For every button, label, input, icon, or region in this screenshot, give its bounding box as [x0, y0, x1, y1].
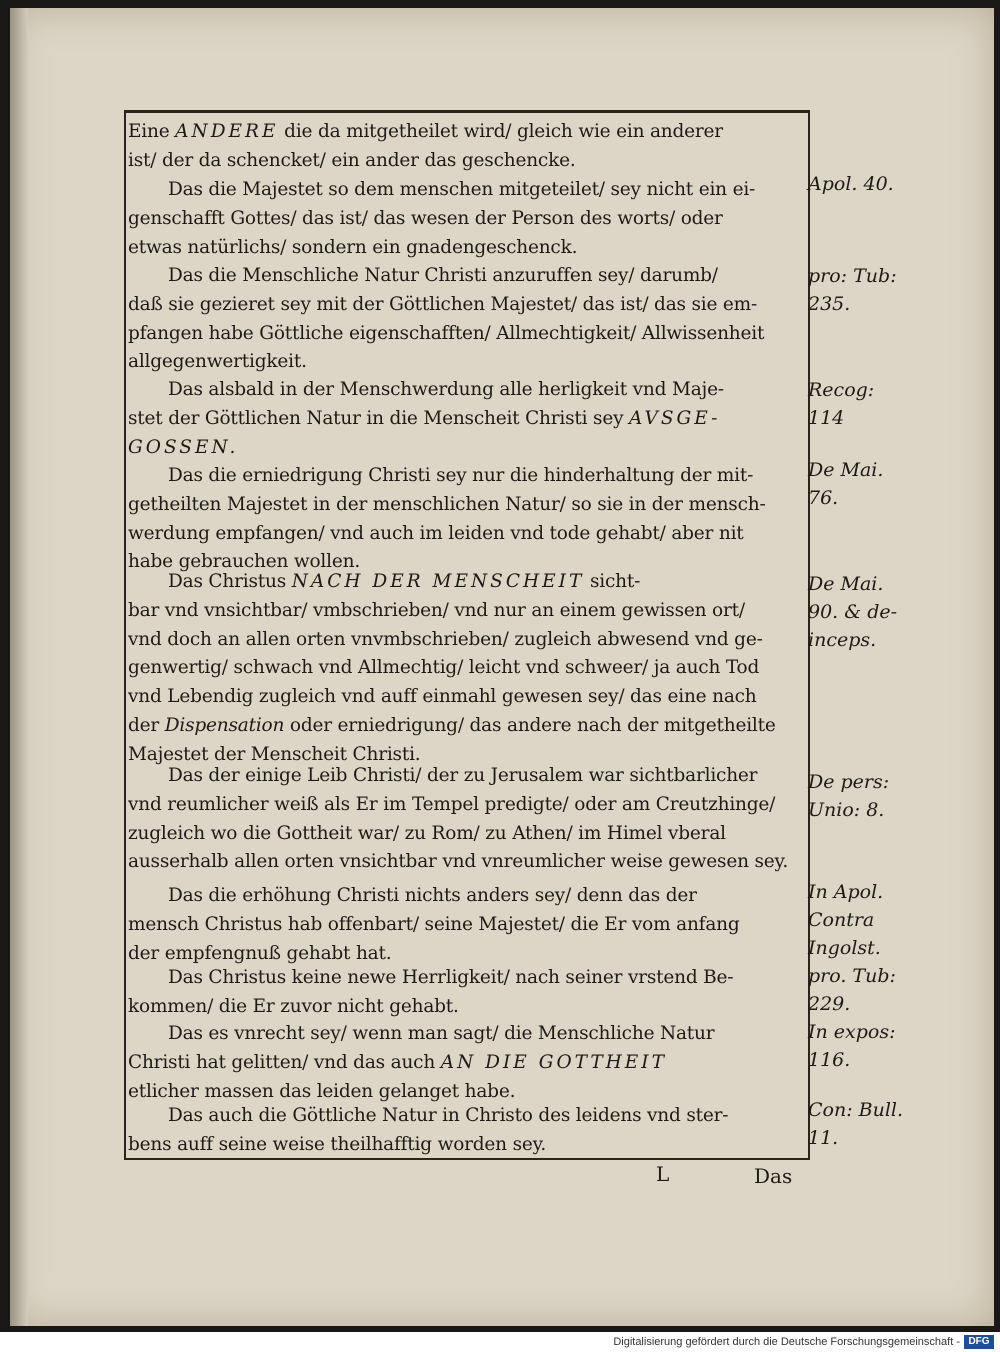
margin-citation-line: 90. & de-	[808, 601, 898, 623]
text-run: der empfengnuß gehabt hat.	[128, 942, 392, 964]
margin-citation	[808, 262, 908, 318]
text-line	[128, 405, 804, 434]
text-run: genschafft Gottes/ das ist/ das wesen der Person des worts/ oder	[128, 207, 723, 229]
text-line	[128, 762, 804, 791]
spaced-capitals: ANDERE	[175, 121, 279, 142]
text-run: Das Christus	[168, 571, 292, 592]
spaced-capitals: AN DIE GOTTHEIT	[440, 1051, 667, 1073]
margin-citation-line: 76.	[808, 487, 839, 509]
text-line	[128, 911, 804, 940]
text-line	[128, 712, 804, 741]
margin-citation-line: In expos:	[808, 1021, 896, 1043]
paragraph	[128, 1020, 804, 1106]
paragraph	[128, 118, 804, 176]
page-foot-line	[128, 1160, 804, 1192]
catchword: Das	[754, 1164, 793, 1188]
text-line	[128, 882, 804, 911]
text-line	[128, 118, 804, 147]
text-run: allgegenwertigkeit.	[128, 351, 307, 373]
margin-citation-line: Con: Bull.	[808, 1099, 904, 1121]
paragraph	[128, 568, 804, 770]
margin-citation	[808, 456, 908, 512]
margin-citation	[808, 1018, 908, 1074]
text-line	[128, 176, 804, 205]
margin-citation-line: De Mai.	[808, 459, 884, 481]
text-line	[128, 568, 804, 597]
text-run: kommen/ die Er zuvor nicht gehabt.	[128, 995, 459, 1017]
text-run: sicht-	[584, 571, 641, 592]
text-run: Das Christus keine newe Herrligkeit/ nach seiner vrstend Be-	[168, 967, 734, 988]
text-run: Christi hat gelitten/ vnd das auch	[128, 1051, 441, 1073]
text-line	[128, 205, 804, 234]
text-line	[128, 1131, 804, 1160]
text-line	[128, 848, 804, 877]
text-line	[128, 683, 804, 712]
spaced-capitals: GOSSEN.	[128, 436, 239, 458]
text-run: daß sie gezieret sey mit der Göttlichen Majestet/ das ist/ das sie em-	[128, 293, 758, 315]
text-run: vnd reumlicher weiß als Er im Tempel predigte/ oder am Creutzhinge/	[128, 793, 776, 815]
paragraph	[128, 462, 804, 577]
text-line	[128, 348, 804, 377]
text-line	[128, 626, 804, 655]
margin-citation-line: De Mai.	[808, 573, 884, 595]
text-run: ist/ der da schencket/ ein ander das geschencke.	[128, 149, 576, 171]
text-run: Eine	[128, 121, 176, 142]
text-run: etwas natürlichs/ sondern ein gnadengeschenck.	[128, 236, 578, 258]
text-line	[128, 791, 804, 820]
text-run: Das die Majestet so dem menschen mitgeteilet/ sey nicht ein ei-	[168, 179, 756, 200]
text-run: stet der Göttlichen Natur in die Menscheit Christi sey	[128, 407, 630, 429]
text-run: der	[128, 714, 165, 736]
text-run: habe gebrauchen wollen.	[128, 551, 361, 573]
text-line	[128, 434, 804, 463]
margin-citation-line: Recog:	[808, 379, 875, 401]
text-run: die da mitgetheilet wird/ gleich wie ein anderer	[278, 121, 723, 142]
paragraph	[128, 176, 804, 262]
text-line	[128, 147, 804, 176]
text-line	[128, 993, 804, 1022]
margin-citation-line: 114	[808, 407, 845, 429]
text-line	[128, 320, 804, 349]
paragraph	[128, 1102, 804, 1160]
text-run: Das es vnrecht sey/ wenn man sagt/ die Menschliche Natur	[168, 1023, 715, 1044]
page-gutter-edge	[10, 8, 28, 1326]
text-run: Das die erhöhung Christi nichts anders sey/ denn das der	[168, 885, 697, 906]
text-line	[128, 1020, 804, 1049]
margin-citation	[808, 1096, 908, 1152]
text-run: vnd Lebendig zugleich vnd auff einmahl gewesen sey/ das eine nach	[128, 686, 757, 708]
margin-citation-line: Contra	[808, 909, 875, 931]
text-run: etlicher massen das leiden gelanget habe.	[128, 1080, 516, 1102]
signature-mark: L	[656, 1162, 670, 1186]
text-line	[128, 820, 804, 849]
text-run: Das der einige Leib Christi/ der zu Jerusalem war sichtbarlicher	[168, 765, 758, 786]
text-run: vnd doch an allen orten vnvmbschrieben/ zugleich abwesend vnd ge-	[128, 628, 763, 650]
text-line	[128, 654, 804, 683]
digitization-footer	[0, 1332, 1000, 1352]
text-line	[128, 491, 804, 520]
margin-citation-line: 116.	[808, 1049, 851, 1071]
text-run: Das alsbald in der Menschwerdung alle herligkeit vnd Maje-	[168, 379, 724, 400]
margin-citation-line: inceps.	[808, 629, 877, 651]
text-run: werdung empfangen/ vnd auch im leiden vnd tode gehabt/ aber nit	[128, 522, 744, 544]
funding-credit: Digitalisierung gefördert durch die Deutsche Forschungsgemeinschaft -	[613, 1336, 960, 1348]
margin-citation-line: Unio: 8.	[808, 799, 885, 821]
margin-citation-line: Apol. 40.	[808, 173, 894, 195]
text-run: bens auff seine weise theilhafftig worden sey.	[128, 1133, 547, 1155]
text-line	[128, 234, 804, 263]
paragraph	[128, 762, 804, 877]
text-line	[128, 262, 804, 291]
text-run: oder erniedrigung/ das andere nach der mitgetheilte	[284, 714, 776, 736]
text-line	[128, 462, 804, 491]
margin-citation-line: De pers:	[808, 771, 890, 793]
text-line	[128, 291, 804, 320]
margin-citation-line: Ingolst.	[808, 937, 881, 959]
margin-citation	[808, 170, 908, 198]
text-run: bar vnd vnsichtbar/ vmbschrieben/ vnd nur an einem gewissen ort/	[128, 599, 745, 621]
margin-citation-line: pro. Tub:	[808, 965, 896, 987]
margin-citation-line: 229.	[808, 993, 851, 1015]
dfg-logo: DFG	[964, 1335, 994, 1349]
text-run: getheilten Majestet in der menschlichen Natur/ so sie in der mensch-	[128, 493, 766, 515]
text-line	[128, 597, 804, 626]
text-run: Das die Menschliche Natur Christi anzuruffen sey/ darumb/	[168, 265, 718, 286]
margin-citation-line: pro: Tub:	[808, 265, 897, 287]
margin-citation-line: 11.	[808, 1127, 839, 1149]
text-run: pfangen habe Göttliche eigenschafften/ Allmechtigkeit/ Allwissenheit	[128, 322, 765, 344]
text-run: Das auch die Göttliche Natur in Christo des leidens vnd ster-	[168, 1105, 729, 1126]
margin-citation-line: 235.	[808, 293, 851, 315]
text-line	[128, 1102, 804, 1131]
margin-citation	[808, 878, 908, 1018]
text-run: zugleich wo die Gottheit war/ zu Rom/ zu Athen/ im Himel vberal	[128, 822, 726, 844]
margin-citation	[808, 768, 908, 824]
margin-citation-line: In Apol.	[808, 881, 884, 903]
text-run: Majestet der Menscheit Christi.	[128, 743, 421, 765]
text-line	[128, 520, 804, 549]
paragraph	[128, 262, 804, 377]
margin-citation	[808, 570, 908, 654]
text-line	[128, 1049, 804, 1078]
italic-word: Dispensation	[164, 714, 285, 736]
spaced-capitals: AVSGE-	[629, 407, 721, 429]
text-line	[128, 964, 804, 993]
text-run: Das die erniedrigung Christi sey nur die hinderhaltung der mit-	[168, 465, 754, 486]
margin-citation	[808, 376, 908, 432]
spaced-capitals: NACH DER MENSCHEIT	[291, 571, 585, 592]
text-run: ausserhalb allen orten vnsichtbar vnd vnreumlicher weise gewesen sey.	[128, 851, 788, 873]
text-run: mensch Christus hab offenbart/ seine Majestet/ die Er vom anfang	[128, 913, 740, 935]
text-run: genwertig/ schwach vnd Allmechtig/ leicht vnd schweer/ ja auch Tod	[128, 657, 760, 679]
text-line	[128, 376, 804, 405]
paragraph	[128, 882, 804, 968]
paragraph	[128, 964, 804, 1022]
paragraph	[128, 376, 804, 462]
